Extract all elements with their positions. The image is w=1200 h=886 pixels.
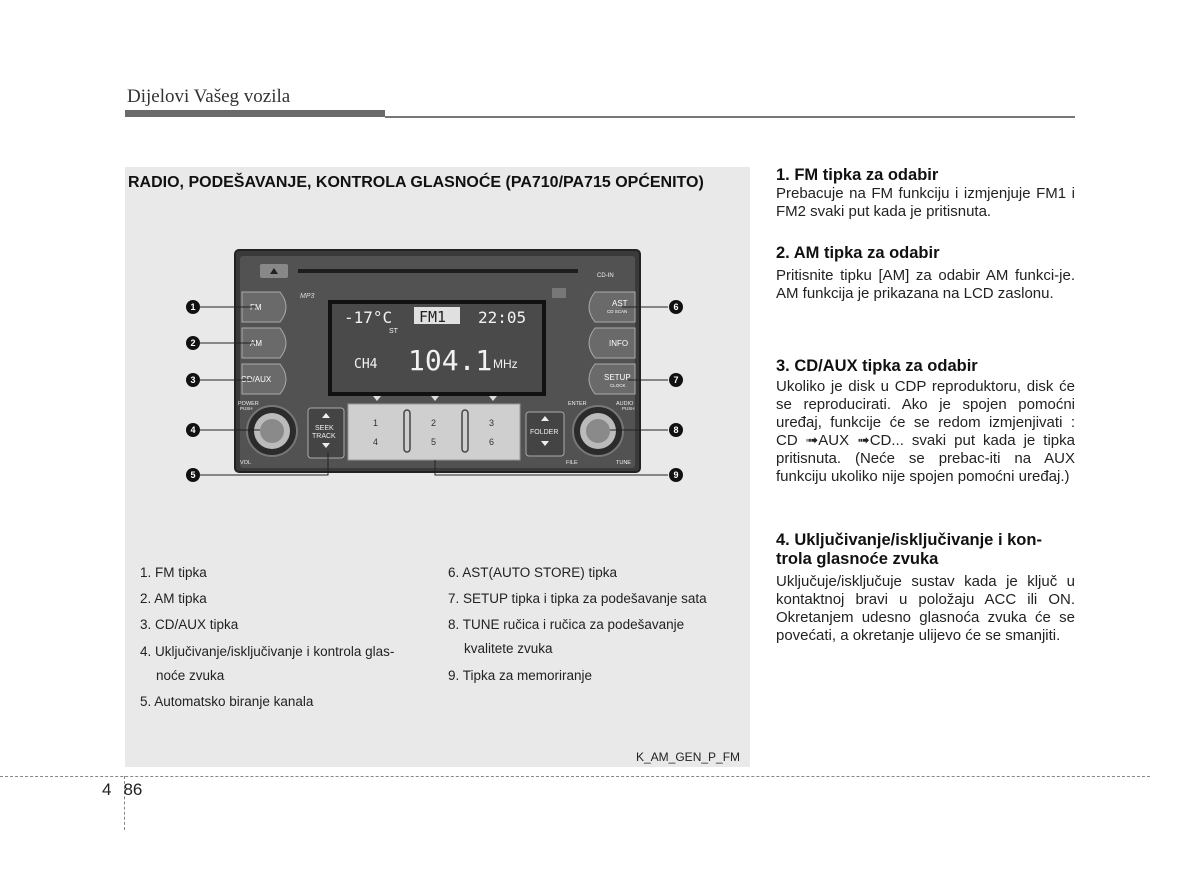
callout-number-3: 3	[190, 375, 196, 385]
preset-panel	[348, 404, 520, 460]
ast-button-label: AST	[612, 299, 628, 308]
page-header-title: Dijelovi Vašeg vozila	[127, 86, 291, 107]
page-number-value: 86	[123, 780, 143, 799]
vol-label: VOL	[240, 460, 252, 466]
seek-label: SEEK	[315, 425, 334, 432]
track-label: TRACK	[312, 433, 336, 440]
setup-button-label: SETUP	[604, 373, 631, 382]
folder-label: FOLDER	[530, 429, 559, 436]
callout-number-9: 9	[673, 470, 679, 480]
rc-heading-4: 4. Uključivanje/isključivanje i kon-trola glasnoće zvuka	[776, 531, 1042, 568]
chapter-number: 4	[102, 780, 112, 799]
legend-item-4-cont: noće zvuka	[156, 668, 225, 683]
footer-rule	[0, 776, 1150, 777]
callout-number-8: 8	[673, 425, 679, 435]
lcd-channel: CH4	[354, 357, 378, 372]
preset-1: 1	[373, 418, 379, 428]
lcd-band: FM1	[419, 308, 447, 326]
preset-2: 2	[431, 418, 437, 428]
enter-label: ENTER	[568, 401, 587, 407]
preset-5: 5	[431, 437, 437, 447]
legend-item-3: 3. CD/AUX tipka	[140, 617, 239, 632]
power-push-label: PUSH	[240, 406, 253, 411]
legend-item-2: 2. AM tipka	[140, 591, 207, 606]
legend-item-1: 1. FM tipka	[140, 565, 207, 580]
cd-aux-button-label: CD/AUX	[241, 375, 272, 384]
rc-heading-3: 3. CD/AUX tipka za odabir	[776, 357, 978, 375]
radio-illustration	[180, 240, 690, 485]
legend-item-8-cont: kvalitete zvuka	[464, 641, 553, 656]
rc-text-1: Prebacuje na FM funkciju i izmjenjuje FM1 i FM2 svaki put kada je pritisnuta.	[776, 185, 1075, 220]
legend-item-9: 9. Tipka za memoriranje	[448, 668, 593, 683]
callout-number-7: 7	[673, 375, 679, 385]
header-rule-thin	[385, 116, 1075, 118]
legend-item-5: 5. Automatsko biranje kanala	[140, 694, 314, 709]
callout-number-5: 5	[190, 470, 196, 480]
volume-knob-cap	[260, 419, 284, 443]
callout-number-2: 2	[190, 338, 196, 348]
disc-icon	[552, 288, 566, 298]
rc-text-3: Ukoliko je disk u CDP reproduktoru, disk će se reproducirati. Ako je spojen pomoćni uređaj, funkcije će se redom izmjenjivati : CD ➟AUX ➟CD... svaki put kada je tipka pritisnuta. (Neće se prebac-iti na AUX funkciju ukoliko nije spojen pomoćni uređaj.)	[776, 378, 1075, 485]
preset-6: 6	[489, 437, 495, 447]
cd-slot	[298, 269, 578, 273]
preset-4: 4	[373, 437, 379, 447]
lcd-time: 22:05	[478, 308, 527, 327]
legend-item-7: 7. SETUP tipka i tipka za podešavanje sata	[448, 591, 707, 606]
figure-code: K_AM_GEN_P_FM	[636, 750, 741, 764]
rc-section-3	[776, 357, 1075, 486]
tune-label: TUNE	[616, 460, 631, 466]
section-title: RADIO, PODEŠAVANJE, KONTROLA GLASNOĆE (PA710/PA715 OPĆENITO)	[128, 174, 704, 191]
callout-number-6: 6	[673, 302, 679, 312]
lcd-temp: -17°C	[344, 308, 393, 327]
lcd-unit: MHz	[493, 357, 518, 371]
preset-3: 3	[489, 418, 495, 428]
am-button-label: AM	[250, 339, 262, 348]
tune-knob-cap	[586, 419, 610, 443]
mp3-label: MP3	[300, 293, 315, 300]
lcd-frequency: 104.1	[408, 344, 493, 377]
header-rule-thick	[125, 110, 385, 117]
cd-in-label: CD-IN	[597, 273, 614, 279]
file-label: FILE	[566, 460, 578, 466]
page-number	[102, 780, 142, 800]
callout-number-4: 4	[190, 425, 196, 435]
rc-text-2: Pritisnite tipku [AM] za odabir AM funkci-je. AM funkcija je prikazana na LCD zaslonu.	[776, 267, 1075, 302]
fm-button-label: FM	[250, 303, 262, 312]
info-button-label: INFO	[609, 339, 629, 348]
audio-push-label: PUSH	[622, 406, 635, 411]
audio-label: AUDIO	[616, 401, 634, 407]
lcd-st: ST	[389, 328, 398, 335]
rc-heading-2: 2. AM tipka za odabir	[776, 244, 940, 262]
legend-item-8: 8. TUNE ručica i ručica za podešavanje	[448, 617, 685, 632]
power-label: POWER	[238, 401, 259, 407]
rc-heading-1: 1. FM tipka za odabir	[776, 166, 939, 184]
rc-section-1	[776, 166, 1075, 221]
callout-number-1: 1	[190, 302, 196, 312]
legend-item-6: 6. AST(AUTO STORE) tipka	[448, 565, 618, 580]
rc-text-4: Uključuje/isključuje sustav kada je ključ u kontaktnoj bravi u položaju ACC ili ON. Okretanjem udesno glasnoća zvuka će se povećati, a okretanje ulijevo će se smanjiti.	[776, 573, 1075, 644]
legend-item-4: 4. Uključivanje/isključivanje i kontrola glas-	[140, 644, 395, 659]
ast-sub-label: CD SCAN	[607, 309, 628, 314]
setup-sub-label: CLOCK	[610, 383, 626, 388]
rc-section-2	[776, 244, 1075, 303]
rc-section-4	[776, 531, 1075, 645]
